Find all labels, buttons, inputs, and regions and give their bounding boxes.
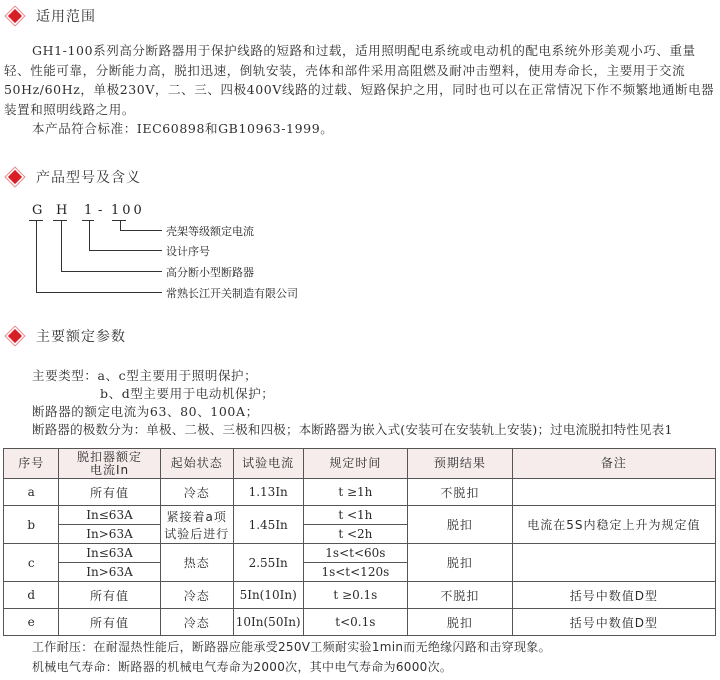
cell-current: 2.55In <box>233 544 303 582</box>
cell-current: 10In(50In) <box>233 609 303 636</box>
cell-time: t ≥0.1s <box>303 582 408 609</box>
section-title-scope <box>8 5 96 27</box>
cell-rated: 所有值 <box>59 582 160 609</box>
standard-line: 本产品符合标准：IEC60898和GB10963-1999。 <box>32 121 334 136</box>
cell-time: t <1h <box>303 506 408 525</box>
header-rated-line2: 电流In <box>89 462 130 477</box>
cell-time: 1s<t<60s <box>303 544 408 563</box>
cell-time: 1s<t<120s <box>303 563 408 582</box>
cell-time: t <2h <box>303 525 408 544</box>
cell-state: 冷态 <box>160 582 233 609</box>
cell-rated: In>63A <box>59 525 160 544</box>
cell-result: 脱扣 <box>408 544 513 582</box>
table-row <box>4 506 716 525</box>
withstand-voltage-note: 工作耐压：在耐湿热性能后，断路器应能承受250V工频耐实验1min而无绝缘闪路和击穿现象。 <box>32 640 551 654</box>
code-100: 100 <box>111 203 145 218</box>
cell-note: 电流在5S内稳定上升为规定值 <box>512 506 715 544</box>
header-test-current: 试验电流 <box>233 449 303 479</box>
service-life-note: 机械电气寿命：断路器的机械电气寿命为2000次，其中电气寿命为6000次。 <box>32 660 453 674</box>
code-dash: - <box>98 203 106 218</box>
cell-state <box>160 506 233 544</box>
cell-state: 热态 <box>160 544 233 582</box>
model-code-diagram <box>0 200 340 310</box>
cell-state: 冷态 <box>160 479 233 506</box>
cell-result: 不脱扣 <box>408 479 513 506</box>
section-title-text: 产品型号及含义 <box>36 170 141 186</box>
param-line-type-bd: b、d型主要用于电动机保护； <box>100 386 275 401</box>
cell-current: 1.13In <box>233 479 303 506</box>
meaning-breaker-type: 高分断小型断路器 <box>166 266 254 279</box>
cell-id: a <box>4 479 59 506</box>
underline <box>112 220 126 221</box>
cell-time: t ≥1h <box>303 479 408 506</box>
trip-characteristics-table <box>3 448 716 636</box>
meaning-frame-current: 壳架等级额定电流 <box>166 225 254 238</box>
param-line-poles: 断路器的极数分为：单极、二极、三极和四极；本断路器为嵌入式(安装可在安装轨上安装)；过电流脱扣特性见表1 <box>32 422 673 437</box>
cell-id: e <box>4 609 59 636</box>
table-header-row <box>4 449 716 479</box>
code-g: G <box>32 203 46 218</box>
header-rated-line1: 脱扣器额定 <box>77 449 143 464</box>
header-rated-current <box>59 449 160 479</box>
table-row <box>4 544 716 563</box>
cell-state-line1: 紧接着a项 <box>166 509 227 524</box>
section-title-params <box>8 325 126 347</box>
cell-current: 1.45In <box>233 506 303 544</box>
scope-paragraph: GH1-100系列高分断路器用于保护线路的短路和过载，适用照明配电系统或电动机的配电系统外形美观小巧、重量轻、性能可靠，分断能力高，脱扣迅速，倒轨安装，壳体和部件采用高阻燃及耐冲击塑料，使用寿命长，主要用于交流50Hz/60Hz，单极230V，二、三、四极400V线路的过载、短路保护之用，同时也可以在正常情况下作不频繁地通断电器装置和照明线路之用。 <box>4 43 715 117</box>
diamond-bullet-icon <box>8 9 22 23</box>
param-line-type-ac: 主要类型：a、c型主要用于照明保护； <box>32 368 258 383</box>
cell-rated: 所有值 <box>59 479 160 506</box>
table-row <box>4 479 716 506</box>
cell-note: 括号中数值D型 <box>512 609 715 636</box>
cell-rated: In≤63A <box>59 506 160 525</box>
connector <box>89 220 90 250</box>
header-expected-result: 预期结果 <box>408 449 513 479</box>
cell-state-line2: 试验后进行 <box>164 526 230 541</box>
header-serial: 序号 <box>4 449 59 479</box>
cell-id: b <box>4 506 59 544</box>
header-initial-state: 起始状态 <box>160 449 233 479</box>
code-h: H <box>56 203 71 218</box>
connector <box>36 220 37 292</box>
connector <box>61 220 62 271</box>
meaning-design-serial: 设计序号 <box>166 245 210 258</box>
section-title-text: 适用范围 <box>36 9 96 25</box>
section-title-model <box>8 166 141 188</box>
meaning-manufacturer: 常熟长江开关制造有限公司 <box>166 287 298 300</box>
code-1: 1 <box>84 203 96 218</box>
diamond-bullet-icon <box>8 170 22 184</box>
header-specified-time: 规定时间 <box>303 449 408 479</box>
cell-result: 脱扣 <box>408 506 513 544</box>
section-title-text: 主要额定参数 <box>36 329 126 345</box>
cell-time: t<0.1s <box>303 609 408 636</box>
cell-result: 脱扣 <box>408 609 513 636</box>
cell-rated: In>63A <box>59 563 160 582</box>
cell-id: d <box>4 582 59 609</box>
cell-current: 5In(10In) <box>233 582 303 609</box>
connector <box>120 220 121 230</box>
cell-note <box>512 544 715 582</box>
param-line-rated-current: 断路器的额定电流为63、80、100A； <box>32 404 259 419</box>
connector <box>36 292 162 293</box>
diamond-bullet-icon <box>8 329 22 343</box>
cell-rated: In≤63A <box>59 544 160 563</box>
header-note: 备注 <box>512 449 715 479</box>
cell-result: 不脱扣 <box>408 582 513 609</box>
cell-rated: 所有值 <box>59 609 160 636</box>
underline <box>53 220 67 221</box>
connector <box>89 250 162 251</box>
connector <box>61 271 162 272</box>
cell-note <box>512 479 715 506</box>
connector <box>120 230 162 231</box>
underline <box>82 220 94 221</box>
cell-state: 冷态 <box>160 609 233 636</box>
cell-note: 括号中数值D型 <box>512 582 715 609</box>
table-row <box>4 582 716 609</box>
cell-id: c <box>4 544 59 582</box>
table-row <box>4 609 716 636</box>
